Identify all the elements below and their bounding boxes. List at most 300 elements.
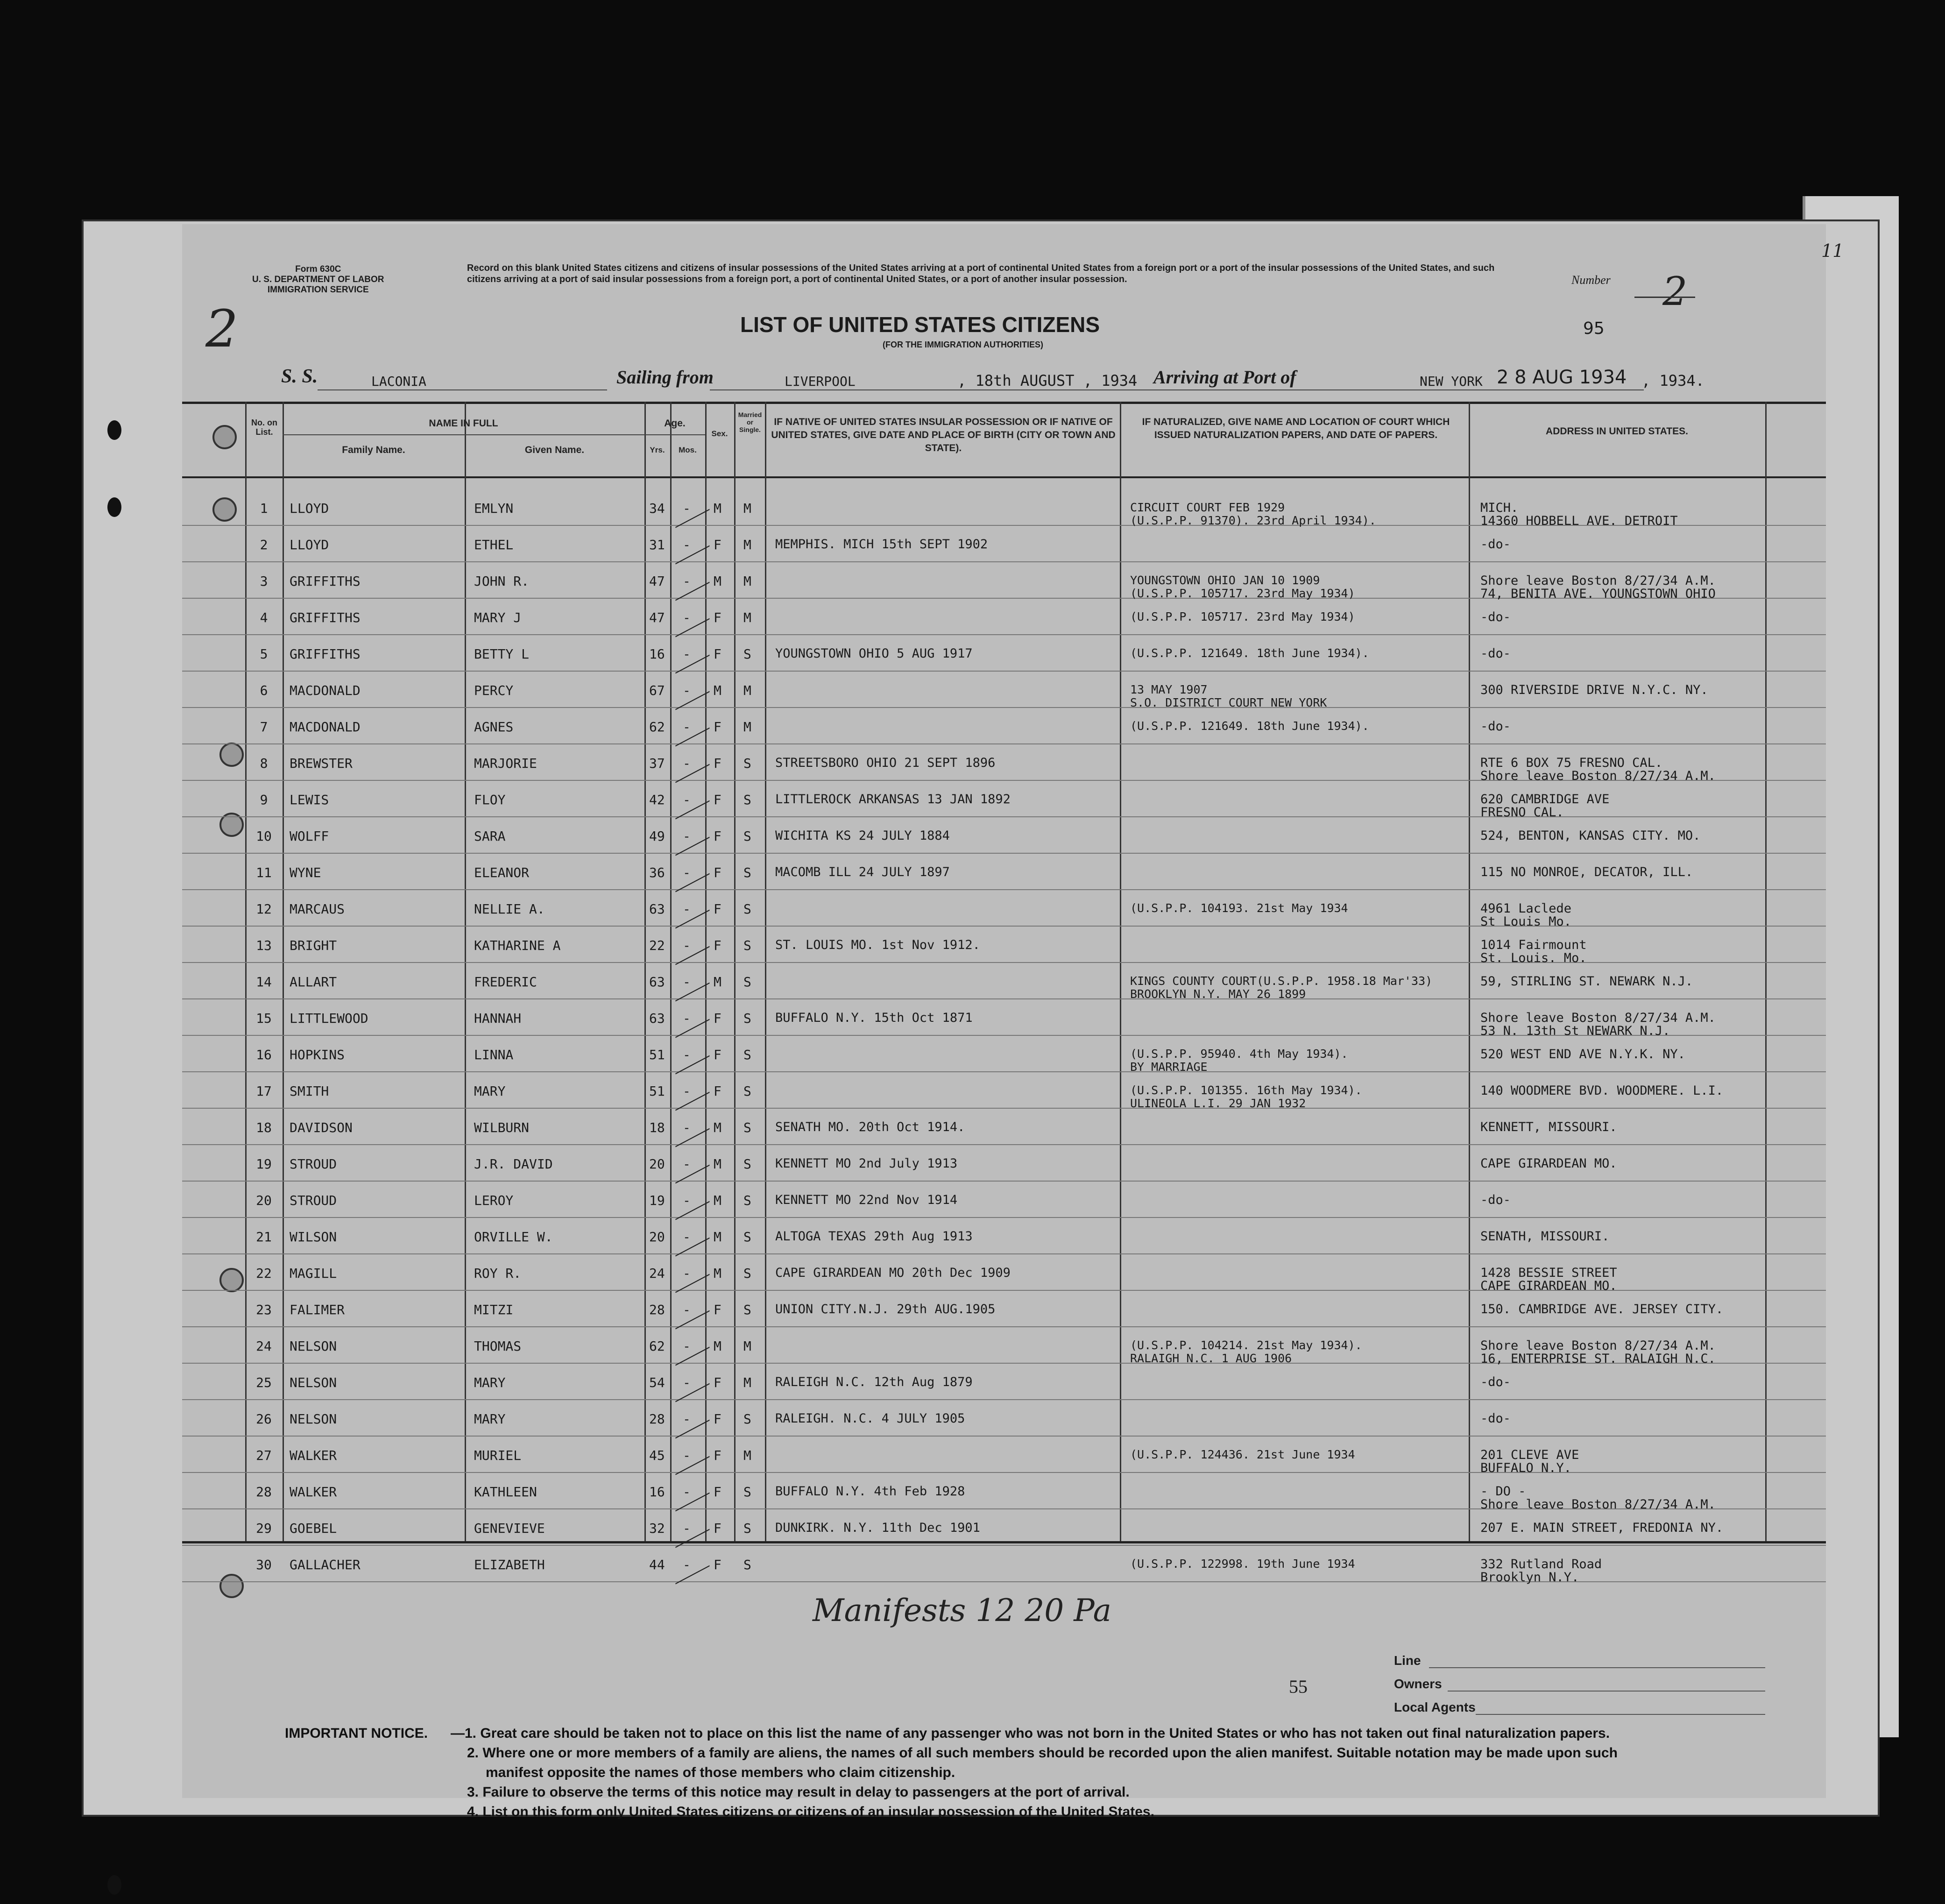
age-years: 19	[649, 1193, 665, 1208]
sailing-underline	[710, 389, 1644, 390]
age-months: -	[683, 792, 691, 807]
sex: F	[714, 1011, 721, 1026]
binder-hole	[107, 420, 121, 440]
col-sex: Sex.	[711, 429, 728, 438]
age-months: -	[683, 1156, 691, 1172]
family-name: STROUD	[290, 1156, 337, 1172]
family-name: GALLACHER	[290, 1557, 361, 1572]
age-years: 42	[649, 792, 665, 807]
age-months: -	[683, 865, 691, 880]
age-months: -	[683, 756, 691, 771]
line-field	[1429, 1667, 1765, 1668]
sex: F	[714, 1302, 721, 1317]
address: 620 CAMBRIDGE AVE	[1480, 792, 1610, 807]
given-name: MARY	[474, 1411, 506, 1427]
family-name: WALKER	[290, 1448, 337, 1463]
marital-status: S	[743, 646, 751, 662]
birth-info: STREETSBORO OHIO 21 SEPT 1896	[775, 756, 996, 770]
family-name: MACDONALD	[290, 719, 361, 735]
row-number: 3	[260, 573, 268, 589]
address: Shore leave Boston 8/27/34 A.M.	[1480, 573, 1716, 588]
family-name: GRIFFITHS	[290, 646, 361, 662]
birth-info: DUNKIRK. N.Y. 11th Dec 1901	[775, 1521, 980, 1535]
address: Shore leave Boston 8/27/34 A.M.	[1480, 1338, 1716, 1353]
age-years: 28	[649, 1411, 665, 1427]
address: -do-	[1480, 1411, 1511, 1426]
sex: M	[714, 1193, 721, 1208]
family-name: STROUD	[290, 1193, 337, 1208]
marital-status: M	[743, 683, 751, 698]
row-number: 17	[256, 1083, 272, 1099]
notice-title: IMPORTANT NOTICE.	[285, 1726, 428, 1741]
row-number: 23	[256, 1302, 272, 1317]
column-divider	[465, 402, 466, 1541]
row-number: 9	[260, 792, 268, 807]
sex: F	[714, 828, 721, 844]
age-months: -	[683, 683, 691, 698]
naturalization-line-2: BROOKLYN N.Y. MAY 26 1899	[1130, 987, 1306, 1001]
given-name: LEROY	[474, 1193, 514, 1208]
address: 1014 Fairmount	[1480, 938, 1587, 952]
given-name: MITZI	[474, 1302, 514, 1317]
row-number: 22	[256, 1266, 272, 1281]
ss-label: S. S.	[281, 366, 318, 387]
address: 59, STIRLING ST. NEWARK N.J.	[1480, 974, 1693, 989]
form-instructions: Record on this blank United States citizens and citizens of insular possessions of the United States arriving at a port of continental United States from a foreign port or a port of the insular possessions of the United States, and such citizens arriving at a port of said insular possessions from a foreign port, a port of continental United States, or a port of another insular possession.	[467, 263, 1495, 284]
row-number: 8	[260, 756, 268, 771]
age-months: -	[683, 501, 691, 516]
address-line-2: BUFFALO N.Y.	[1480, 1461, 1572, 1475]
age-years: 67	[649, 683, 665, 698]
marital-status: M	[743, 573, 751, 589]
naturalization-line-2: S.O. DISTRICT COURT NEW YORK	[1130, 696, 1327, 709]
age-years: 63	[649, 901, 665, 917]
given-name: GENEVIEVE	[474, 1521, 545, 1536]
service: IMMIGRATION SERVICE	[267, 285, 369, 295]
age-months: -	[683, 1011, 691, 1026]
age-months: -	[683, 646, 691, 662]
age-months: -	[683, 1229, 691, 1245]
column-divider	[1765, 402, 1767, 1541]
age-years: 18	[649, 1120, 665, 1135]
naturalization: (U.S.P.P. 122998. 19th June 1934	[1130, 1557, 1355, 1571]
column-divider	[644, 402, 646, 1541]
naturalization: CIRCUIT COURT FEB 1929	[1130, 501, 1285, 514]
age-years: 34	[649, 501, 665, 516]
naturalization: (U.S.P.P. 105717. 23rd May 1934)	[1130, 610, 1355, 623]
family-name: BREWSTER	[290, 756, 353, 771]
family-name: MAGILL	[290, 1266, 337, 1281]
address: KENNETT, MISSOURI.	[1480, 1120, 1617, 1134]
row-rule	[182, 707, 1826, 708]
family-name: HOPKINS	[290, 1047, 345, 1062]
address: MICH.	[1480, 501, 1519, 515]
row-rule	[182, 1326, 1826, 1327]
row-rule	[182, 1436, 1826, 1437]
sex: F	[714, 1083, 721, 1099]
age-years: 45	[649, 1448, 665, 1463]
sailing-label: Sailing from	[616, 367, 714, 388]
col-name-in-full: NAME IN FULL	[429, 418, 498, 429]
punch-ring	[212, 497, 237, 522]
sex: F	[714, 1484, 721, 1500]
row-number: 11	[256, 865, 272, 880]
sex: F	[714, 1411, 721, 1427]
address-line-2: FRESNO CAL.	[1480, 805, 1564, 820]
age-months: -	[683, 719, 691, 735]
sex: M	[714, 683, 721, 698]
naturalization: (U.S.P.P. 121649. 18th June 1934).	[1130, 719, 1369, 733]
address: Shore leave Boston 8/27/34 A.M.	[1480, 1011, 1716, 1025]
address-line-2: CAPE GIRARDEAN MO.	[1480, 1279, 1617, 1293]
age-months: -	[683, 1521, 691, 1536]
sex: F	[714, 865, 721, 880]
age-years: 36	[649, 865, 665, 880]
marital-status: S	[743, 865, 751, 880]
birth-info: YOUNGSTOWN OHIO 5 AUG 1917	[775, 646, 973, 661]
sex: F	[714, 1047, 721, 1062]
age-years: 51	[649, 1083, 665, 1099]
sex: F	[714, 1375, 721, 1390]
address: 332 Rutland Road	[1480, 1557, 1602, 1571]
age-months: -	[683, 1083, 691, 1099]
marital-status: M	[743, 1338, 751, 1354]
family-name: DAVIDSON	[290, 1120, 353, 1135]
age-years: 47	[649, 610, 665, 625]
address: -do-	[1480, 1375, 1511, 1389]
age-months: -	[683, 1266, 691, 1281]
given-name: NELLIE A.	[474, 901, 545, 917]
notice-2: 2. Where one or more members of a family are aliens, the names of all such members should be recorded upon the alien manifest. Suitable notation may be made upon such	[467, 1745, 1618, 1761]
family-name: WOLFF	[290, 828, 329, 844]
age-subheader-line	[644, 434, 705, 435]
given-name: AGNES	[474, 719, 514, 735]
col-yrs: Yrs.	[650, 446, 665, 454]
row-number: 14	[256, 974, 272, 990]
birth-info: MACOMB ILL 24 JULY 1897	[775, 865, 950, 879]
naturalization-line-2: ULINEOLA L.I. 29 JAN 1932	[1130, 1097, 1306, 1110]
row-rule	[182, 561, 1826, 562]
arriving-label: Arriving at Port of	[1153, 367, 1296, 388]
sex: F	[714, 610, 721, 625]
name-subheader-line	[283, 434, 644, 435]
family-name: WILSON	[290, 1229, 337, 1245]
sex: F	[714, 1448, 721, 1463]
marital-status: S	[743, 1411, 751, 1427]
naturalization: (U.S.P.P. 95940. 4th May 1934).	[1130, 1047, 1348, 1061]
number-label: Number	[1571, 273, 1611, 287]
notice-4: 4. List on this form only United States citizens or citizens of an insular possession of the United States.	[467, 1804, 1154, 1819]
marital-status: M	[743, 719, 751, 735]
family-name: MACDONALD	[290, 683, 361, 698]
address-line-2: Brooklyn N.Y.	[1480, 1570, 1579, 1585]
age-years: 51	[649, 1047, 665, 1062]
marital-status: S	[743, 1229, 751, 1245]
age-months: -	[683, 938, 691, 953]
birth-info: KENNETT MO 2nd July 1913	[775, 1156, 958, 1171]
birth-info: LITTLEROCK ARKANSAS 13 JAN 1892	[775, 792, 1011, 807]
given-name: LINNA	[474, 1047, 514, 1062]
address-line-2: St. Louis. Mo.	[1480, 951, 1587, 965]
address: SENATH, MISSOURI.	[1480, 1229, 1610, 1244]
age-months: -	[683, 1484, 691, 1500]
address-line-2: Shore leave Boston 8/27/34 A.M.	[1480, 769, 1716, 783]
age-years: 37	[649, 756, 665, 771]
birth-info: ST. LOUIS MO. 1st Nov 1912.	[775, 938, 980, 952]
address: 300 RIVERSIDE DRIVE N.Y.C. NY.	[1480, 683, 1708, 697]
footer-page-number: 55	[1289, 1676, 1308, 1697]
column-divider	[1120, 402, 1121, 1541]
row-rule	[182, 926, 1826, 927]
handwritten-note: Manifests 12 20 Pa	[813, 1593, 1111, 1628]
line-label: Line	[1394, 1653, 1421, 1668]
row-rule	[182, 1144, 1826, 1145]
marital-status: S	[743, 1047, 751, 1062]
address-line-2: 74, BENITA AVE. YOUNGSTOWN OHIO	[1480, 587, 1716, 601]
marital-status: S	[743, 1557, 751, 1572]
address-line-2: 16, ENTERPRISE ST. RALAIGH N.C.	[1480, 1352, 1716, 1366]
page-number: 95	[1583, 319, 1605, 338]
age-years: 24	[649, 1266, 665, 1281]
marital-status: S	[743, 1266, 751, 1281]
given-name: MARY J	[474, 610, 522, 625]
age-months: -	[683, 1338, 691, 1354]
given-name: JOHN R.	[474, 573, 530, 589]
address: 207 E. MAIN STREET, FREDONIA NY.	[1480, 1521, 1724, 1535]
row-rule	[182, 1253, 1826, 1254]
row-rule	[182, 1545, 1826, 1546]
column-divider	[734, 402, 736, 1541]
row-number: 5	[260, 646, 268, 662]
marital-status: M	[743, 610, 751, 625]
owners-field	[1448, 1691, 1765, 1692]
row-rule	[182, 816, 1826, 817]
given-name: KATHARINE A	[474, 938, 561, 953]
age-months: -	[683, 1302, 691, 1317]
col-family-name: Family Name.	[342, 445, 405, 455]
sex: F	[714, 901, 721, 917]
marital-status: S	[743, 1521, 751, 1536]
row-rule	[182, 889, 1826, 890]
marital-status: S	[743, 1156, 751, 1172]
age-years: 49	[649, 828, 665, 844]
age-months: -	[683, 901, 691, 917]
sex: M	[714, 1338, 721, 1354]
row-rule	[182, 743, 1826, 744]
age-years: 20	[649, 1156, 665, 1172]
ship-underline	[318, 389, 607, 390]
given-name: SARA	[474, 828, 506, 844]
sex: M	[714, 1266, 721, 1281]
col-address: ADDRESS IN UNITED STATES.	[1546, 426, 1688, 437]
marital-status: S	[743, 974, 751, 990]
binder-hole	[107, 1875, 121, 1895]
age-years: 32	[649, 1521, 665, 1536]
given-name: FLOY	[474, 792, 506, 807]
birth-info: BUFFALO N.Y. 15th Oct 1871	[775, 1011, 973, 1025]
sex: F	[714, 646, 721, 662]
age-years: 63	[649, 1011, 665, 1026]
address: RTE 6 BOX 75 FRESNO CAL.	[1480, 756, 1663, 770]
sailing-port: LIVERPOOL	[785, 374, 856, 389]
row-rule	[182, 998, 1826, 999]
address: 520 WEST END AVE N.Y.K. NY.	[1480, 1047, 1685, 1062]
age-months: -	[683, 573, 691, 589]
age-months: -	[683, 537, 691, 552]
given-name: WILBURN	[474, 1120, 530, 1135]
birth-info: RALEIGH N.C. 12th Aug 1879	[775, 1375, 973, 1389]
address-line-2: 53 N. 13th St NEWARK N.J.	[1480, 1024, 1670, 1038]
given-name: ELIZABETH	[474, 1557, 545, 1572]
family-name: SMITH	[290, 1083, 329, 1099]
family-name: LITTLEWOOD	[290, 1011, 368, 1026]
sex: M	[714, 573, 721, 589]
sex: M	[714, 1156, 721, 1172]
birth-info: WICHITA KS 24 JULY 1884	[775, 828, 950, 843]
row-number: 4	[260, 610, 268, 625]
family-name: WYNE	[290, 865, 321, 880]
given-name: ROY R.	[474, 1266, 522, 1281]
address-line-2: St Louis Mo.	[1480, 914, 1572, 929]
age-years: 20	[649, 1229, 665, 1245]
age-years: 63	[649, 974, 665, 990]
form-header-block	[252, 264, 384, 295]
marital-status: S	[743, 1120, 751, 1135]
age-months: -	[683, 1448, 691, 1463]
family-name: BRIGHT	[290, 938, 337, 953]
family-name: GRIFFITHS	[290, 610, 361, 625]
address: 115 NO MONROE, DECATOR, ILL.	[1480, 865, 1693, 879]
address: CAPE GIRARDEAN MO.	[1480, 1156, 1617, 1171]
corner-mark: 11	[1821, 241, 1844, 261]
row-number: 10	[256, 828, 272, 844]
notice-3: 3. Failure to observe the terms of this notice may result in delay to passengers at the port of arrival.	[467, 1784, 1130, 1800]
given-name: ORVILLE W.	[474, 1229, 553, 1245]
given-name: BETTY L	[474, 646, 530, 662]
address: 140 WOODMERE BVD. WOODMERE. L.I.	[1480, 1083, 1724, 1098]
row-number: 7	[260, 719, 268, 735]
column-divider	[245, 402, 247, 1541]
row-number: 19	[256, 1156, 272, 1172]
age-months: -	[683, 828, 691, 844]
address: 1428 BESSIE STREET	[1480, 1266, 1617, 1280]
row-number: 24	[256, 1338, 272, 1354]
column-divider	[765, 402, 766, 1541]
given-name: KATHLEEN	[474, 1484, 537, 1500]
given-name: J.R. DAVID	[474, 1156, 553, 1172]
owners-label: Owners	[1394, 1677, 1442, 1691]
naturalization-line-2: RALAIGH N.C. 1 AUG 1906	[1130, 1352, 1292, 1365]
family-name: LLOYD	[290, 501, 329, 516]
family-name: ALLART	[290, 974, 337, 990]
given-name: FREDERIC	[474, 974, 537, 990]
given-name: HANNAH	[474, 1011, 522, 1026]
row-number: 12	[256, 901, 272, 917]
address: 150. CAMBRIDGE AVE. JERSEY CITY.	[1480, 1302, 1724, 1317]
naturalization: (U.S.P.P. 101355. 16th May 1934).	[1130, 1083, 1362, 1097]
row-number: 30	[256, 1557, 272, 1572]
row-rule	[182, 671, 1826, 672]
address: -do-	[1480, 610, 1511, 624]
punch-ring	[219, 743, 244, 767]
row-rule	[182, 1581, 1826, 1582]
column-divider	[283, 402, 284, 1541]
sailing-date: , 18th AUGUST , 1934	[957, 372, 1138, 389]
birth-info: UNION CITY.N.J. 29th AUG.1905	[775, 1302, 996, 1317]
col-given-name: Given Name.	[524, 445, 585, 455]
family-name: GRIFFITHS	[290, 573, 361, 589]
col-age: Age.	[664, 418, 686, 429]
row-number: 6	[260, 683, 268, 698]
row-number: 2	[260, 537, 268, 552]
naturalization: (U.S.P.P. 104193. 21st May 1934	[1130, 901, 1348, 915]
punch-ring	[219, 1574, 244, 1598]
row-rule	[182, 1108, 1826, 1109]
row-rule	[182, 1071, 1826, 1072]
department: U. S. DEPARTMENT OF LABOR	[252, 275, 384, 284]
notice-1: —1. Great care should be taken not to place on this list the name of any passenger who was not born in the United States or who has not taken out final naturalization papers.	[451, 1726, 1610, 1741]
table-bottom-rule	[182, 1541, 1826, 1543]
column-divider	[1469, 402, 1470, 1541]
family-name: MARCAUS	[290, 901, 345, 917]
age-years: 44	[649, 1557, 665, 1572]
col-no: No. on List.	[251, 418, 277, 437]
row-number: 27	[256, 1448, 272, 1463]
age-years: 47	[649, 573, 665, 589]
ship-name: LACONIA	[371, 374, 427, 389]
age-months: -	[683, 1557, 691, 1572]
age-months: -	[683, 1411, 691, 1427]
row-number: 16	[256, 1047, 272, 1062]
marital-status: S	[743, 938, 751, 953]
punch-ring	[219, 1268, 244, 1292]
age-months: -	[683, 1375, 691, 1390]
sex: F	[714, 537, 721, 552]
birth-info: ALTOGA TEXAS 29th Aug 1913	[775, 1229, 973, 1244]
address: -do-	[1480, 719, 1511, 734]
row-rule	[182, 1217, 1826, 1218]
sex: F	[714, 719, 721, 735]
naturalization-line-2: (U.S.P.P. 105717. 23rd May 1934)	[1130, 587, 1355, 600]
sex: F	[714, 756, 721, 771]
sex: F	[714, 1521, 721, 1536]
age-years: 28	[649, 1302, 665, 1317]
sex: F	[714, 792, 721, 807]
marital-status: S	[743, 1011, 751, 1026]
row-number: 25	[256, 1375, 272, 1390]
page-title: LIST OF UNITED STATES CITIZENS	[740, 312, 1100, 337]
binder-hole	[107, 497, 121, 517]
page-subtitle: (FOR THE IMMIGRATION AUTHORITIES)	[883, 340, 1043, 349]
col-mos: Mos.	[679, 446, 697, 454]
address: -do-	[1480, 1193, 1511, 1207]
given-name: THOMAS	[474, 1338, 522, 1354]
age-months: -	[683, 610, 691, 625]
given-name: MARY	[474, 1083, 506, 1099]
family-name: WALKER	[290, 1484, 337, 1500]
agents-field	[1476, 1714, 1765, 1715]
row-rule	[182, 1181, 1826, 1182]
sex: F	[714, 938, 721, 953]
marital-status: S	[743, 901, 751, 917]
marital-status: S	[743, 792, 751, 807]
naturalization: (U.S.P.P. 121649. 18th June 1934).	[1130, 646, 1369, 660]
family-name: LEWIS	[290, 792, 329, 807]
age-months: -	[683, 1047, 691, 1062]
birth-info: SENATH MO. 20th Oct 1914.	[775, 1120, 965, 1134]
notice-2b: manifest opposite the names of those members who claim citizenship.	[486, 1765, 955, 1780]
age-years: 31	[649, 537, 665, 552]
